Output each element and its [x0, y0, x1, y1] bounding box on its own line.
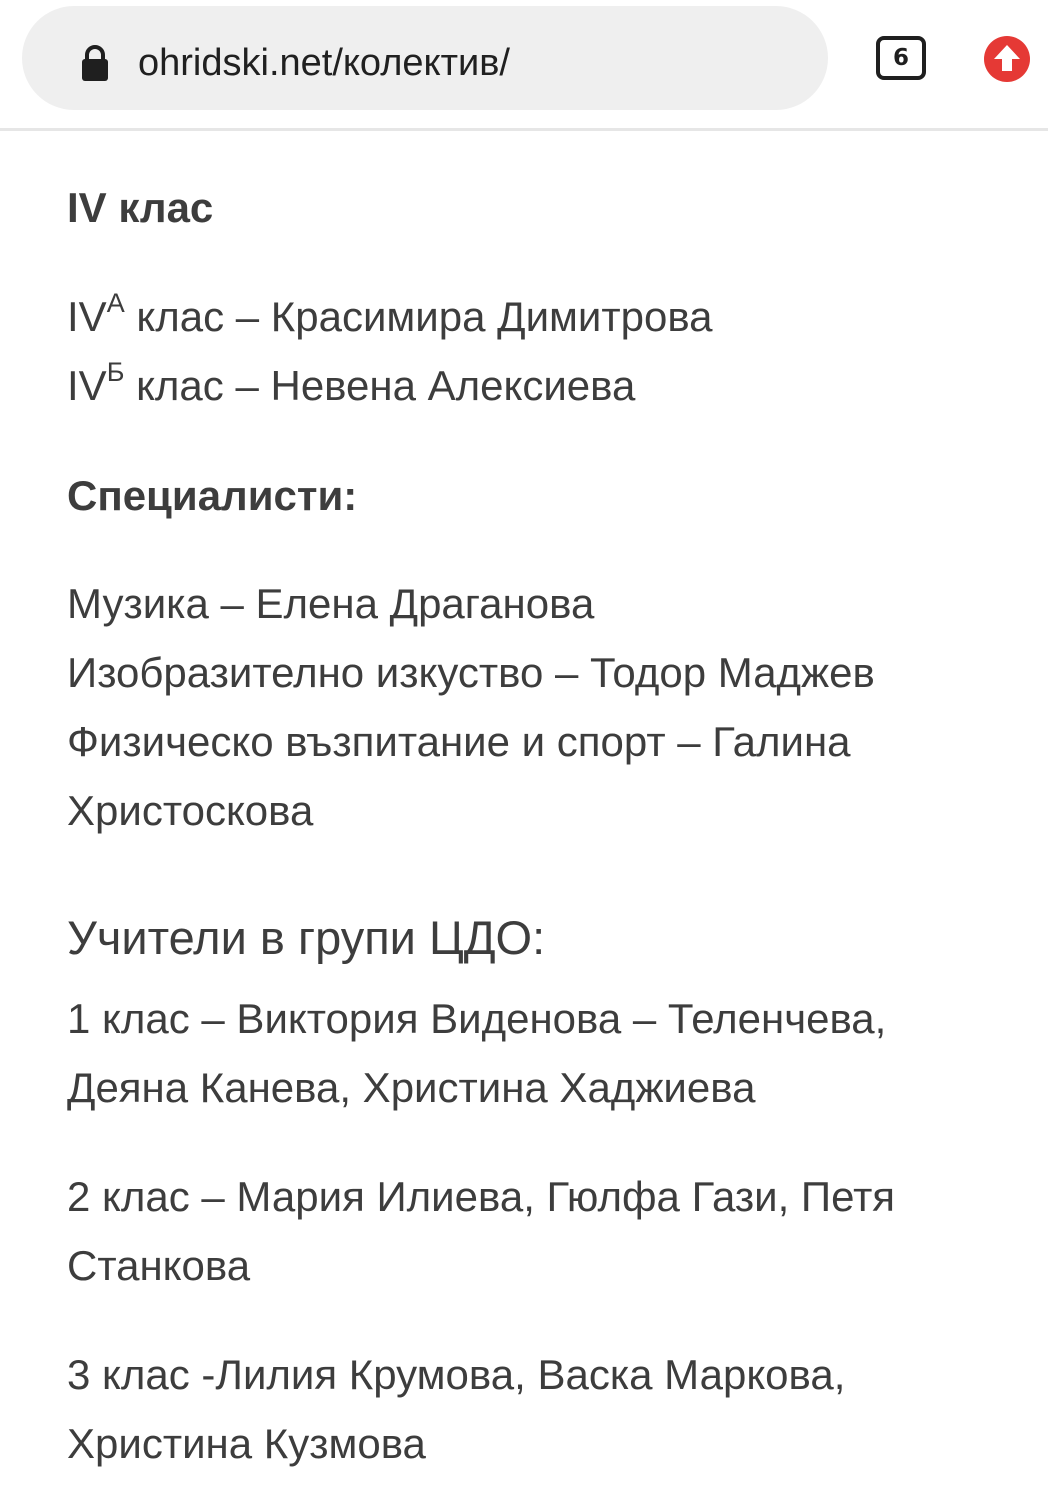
tab-switcher-button[interactable]: [876, 36, 926, 80]
cdo-line: 3 клас -Лилия Крумова, Васка Маркова,: [67, 1351, 846, 1398]
class-teacher: клас – Красимира Димитрова: [124, 293, 713, 340]
cdo-heading: Учители в групи ЦДО:: [67, 911, 546, 964]
specialist-line: Музика – Елена Драганова: [67, 580, 595, 627]
section-iv-list: [67, 282, 1027, 420]
specialist-line: Христоскова: [67, 787, 314, 834]
class-teacher: клас – Невена Алексиева: [124, 362, 636, 409]
url-text[interactable]: ohridski.net/колектив/: [138, 42, 510, 84]
class-ivb-line: [67, 351, 1027, 420]
page-content: [67, 134, 1027, 1478]
cdo-line: Христина Кузмова: [67, 1420, 426, 1467]
class-letter: Б: [106, 357, 125, 387]
class-prefix: IV: [67, 362, 107, 409]
cdo-line: 2 клас – Мария Илиева, Гюлфа Гази, Петя: [67, 1173, 896, 1220]
specialists-list: [67, 569, 1027, 845]
upload-arrow-icon[interactable]: [982, 34, 1032, 84]
cdo-line: 1 клас – Виктория Виденова – Теленчева,: [67, 995, 887, 1042]
specialists-heading: Специалисти:: [67, 472, 358, 519]
section-iv-heading: IV клас: [67, 184, 214, 231]
cdo-line: Станкова: [67, 1242, 251, 1289]
lock-icon[interactable]: [80, 44, 110, 82]
tab-count: 6: [892, 45, 909, 71]
specialist-line: Физическо възпитание и спорт – Галина: [67, 718, 851, 765]
specialist-line: Изобразително изкуство – Тодор Маджев: [67, 649, 875, 696]
class-prefix: IV: [67, 293, 107, 340]
browser-toolbar: [0, 0, 1048, 131]
cdo-group-2: [67, 1162, 1027, 1300]
cdo-group-3: [67, 1340, 1027, 1478]
cdo-line: Деяна Канева, Христина Хаджиева: [67, 1064, 756, 1111]
class-iva-line: [67, 282, 1027, 351]
class-letter: А: [106, 288, 125, 318]
cdo-group-1: [67, 984, 1027, 1122]
address-bar[interactable]: [22, 6, 828, 110]
